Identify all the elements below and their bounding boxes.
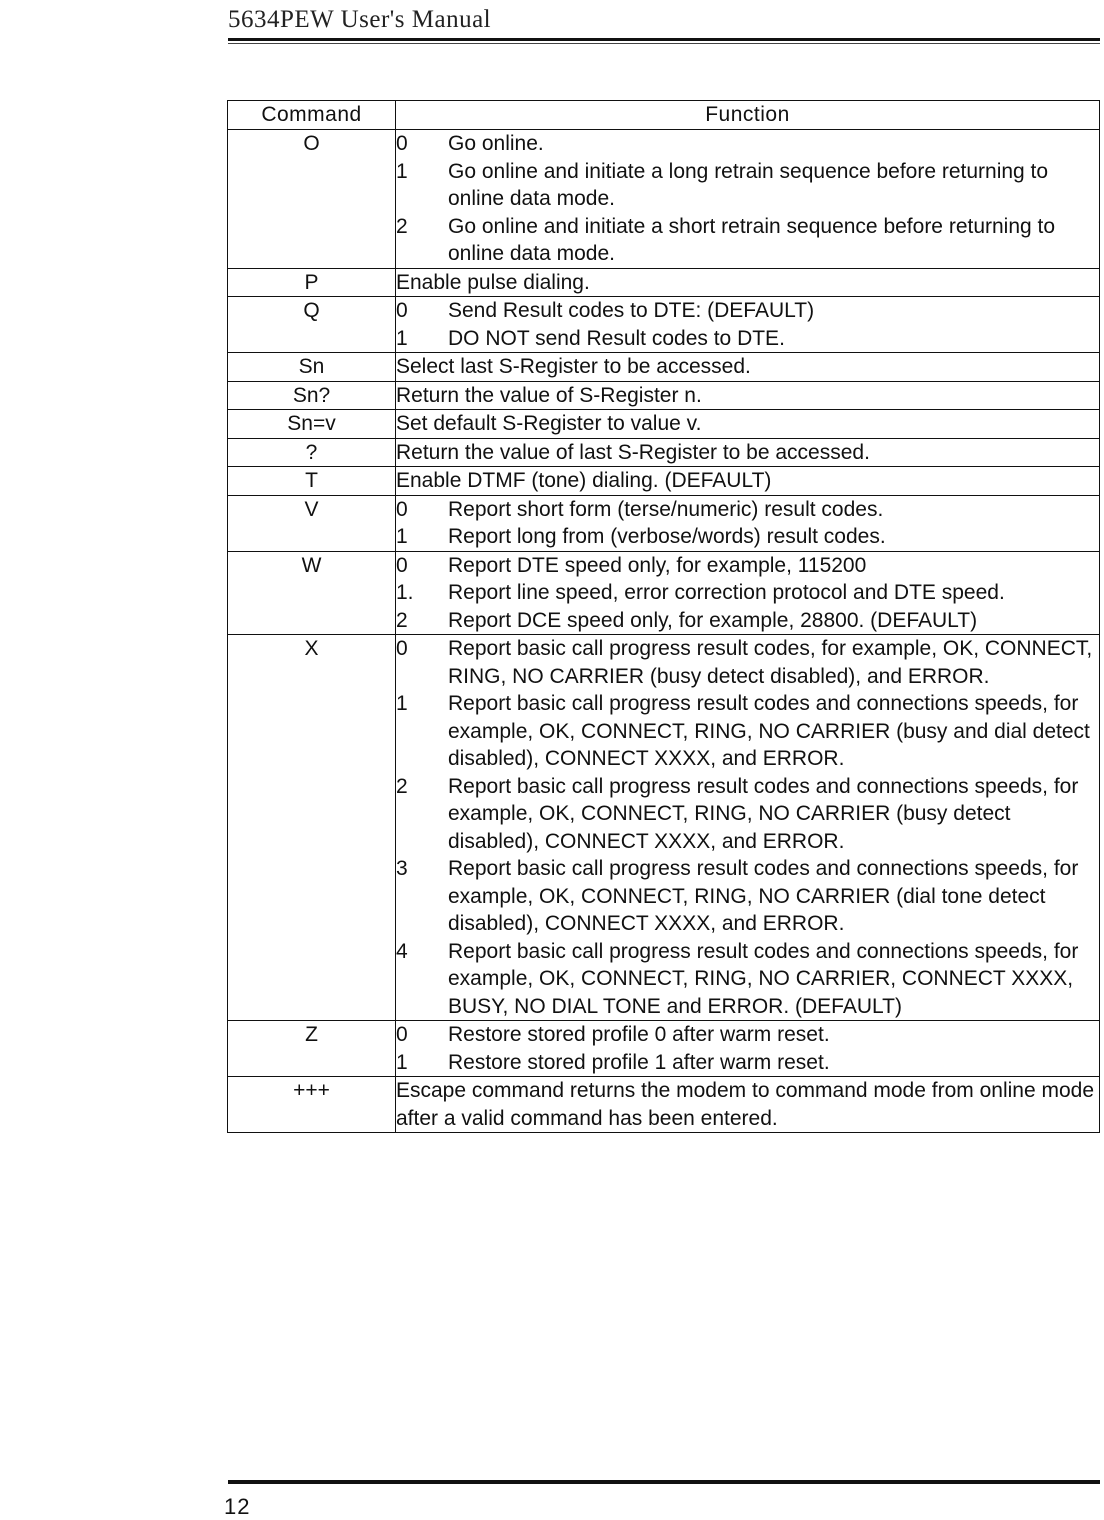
function-cell: [396, 410, 1100, 439]
option-text: Report long from (verbose/words) result codes.: [448, 525, 886, 548]
function-text: Select last S-Register to be accessed.: [396, 355, 751, 378]
function-text: Return the value of S-Register n.: [396, 383, 702, 407]
page-header-title: 5634PEW User's Manual: [228, 6, 492, 33]
command-cell: T: [228, 467, 396, 496]
function-text: Escape command returns the modem to command mode from online mode after a valid command has been entered.: [396, 1079, 1094, 1130]
option-number: 0: [396, 637, 408, 660]
command-cell: Sn: [228, 353, 396, 382]
table-row: [228, 495, 1100, 551]
function-cell: [396, 268, 1100, 297]
table-row: [228, 467, 1100, 496]
function-cell: [396, 353, 1100, 382]
column-header-command: Command: [228, 101, 396, 130]
function-cell: [396, 1021, 1100, 1077]
command-cell: Z: [228, 1021, 396, 1077]
function-cell: [396, 130, 1100, 269]
option-item: [396, 325, 1099, 353]
option-number: 1.: [396, 581, 414, 604]
table-row: [228, 551, 1100, 635]
option-number: 2: [396, 608, 408, 632]
function-cell: [396, 1077, 1100, 1133]
option-number: 0: [396, 132, 408, 155]
option-text: Report short form (terse/numeric) result codes.: [448, 497, 884, 521]
option-text: Report basic call progress result codes, for example, OK, CONNECT, RING, NO CARRIER (busy detect disabled), and ERROR.: [448, 637, 1093, 688]
option-number: 0: [396, 1023, 408, 1046]
table-row: [228, 635, 1100, 1021]
option-text: Report line speed, error correction protocol and DTE speed.: [448, 581, 1005, 604]
option-item: [396, 213, 1099, 268]
option-text: Report DCE speed only, for example, 28800. (DEFAULT): [448, 608, 978, 632]
option-text: Restore stored profile 1 after warm reset.: [448, 1050, 830, 1074]
option-number: 0: [396, 497, 408, 521]
function-text: Enable DTMF (tone) dialing. (DEFAULT): [396, 469, 772, 492]
column-header-function: Function: [396, 101, 1100, 130]
option-number: 2: [396, 774, 408, 798]
option-item: [396, 523, 1099, 551]
table-row: [228, 130, 1100, 269]
option-text: Go online and initiate a long retrain sequence before returning to online data mode.: [448, 159, 1049, 210]
footer-rule: [228, 1480, 1100, 1484]
table-row: [228, 1077, 1100, 1133]
option-item: [396, 130, 1099, 158]
option-text: Restore stored profile 0 after warm reset.: [448, 1023, 830, 1046]
option-text: Report basic call progress result codes and connections speeds, for example, OK, CONNECT, RING, NO CARRIER (busy and dial detect disabled), CONNECT XXXX, and ERROR.: [448, 692, 1090, 770]
header-rule: [228, 38, 1100, 41]
command-cell: Sn=v: [228, 410, 396, 439]
table-row: [228, 381, 1100, 410]
option-item: [396, 1021, 1099, 1049]
command-cell: P: [228, 268, 396, 297]
option-item: [396, 552, 1099, 580]
command-cell: Q: [228, 297, 396, 353]
function-cell: [396, 297, 1100, 353]
table-row: [228, 1021, 1100, 1077]
table-row: [228, 268, 1100, 297]
command-table: [227, 100, 1100, 1133]
table-row: [228, 353, 1100, 382]
header-rule-thin: [228, 43, 1100, 44]
option-text: Go online and initiate a short retrain sequence before returning to online data mode.: [448, 214, 1056, 265]
option-number: 1: [396, 1050, 408, 1074]
function-cell: [396, 467, 1100, 496]
function-text: Return the value of last S-Register to be accessed.: [396, 440, 870, 464]
table-row: [228, 410, 1100, 439]
function-text: Enable pulse dialing.: [396, 270, 590, 294]
option-number: 2: [396, 214, 408, 238]
option-text: DO NOT send Result codes to DTE.: [448, 326, 785, 350]
option-item: [396, 635, 1099, 690]
function-cell: [396, 438, 1100, 467]
option-item: [396, 496, 1099, 524]
option-item: [396, 297, 1099, 325]
option-number: 3: [396, 857, 408, 880]
option-number: 1: [396, 326, 408, 350]
option-number: 1: [396, 692, 408, 715]
option-item: [396, 1049, 1099, 1077]
function-cell: [396, 635, 1100, 1021]
table-row: [228, 297, 1100, 353]
option-number: 1: [396, 159, 408, 183]
option-text: Report DTE speed only, for example, 115200: [448, 553, 867, 577]
option-item: [396, 938, 1099, 1021]
option-item: [396, 158, 1099, 213]
option-item: [396, 690, 1099, 773]
option-number: 0: [396, 299, 408, 322]
function-text: Set default S-Register to value v.: [396, 412, 702, 435]
option-text: Send Result codes to DTE: (DEFAULT): [448, 299, 815, 322]
function-cell: [396, 381, 1100, 410]
command-cell: X: [228, 635, 396, 1021]
function-cell: [396, 551, 1100, 635]
option-item: [396, 607, 1099, 635]
option-text: Go online.: [448, 132, 544, 155]
command-cell: +++: [228, 1077, 396, 1133]
option-text: Report basic call progress result codes and connections speeds, for example, OK, CONNECT, RING, NO CARRIER (busy detect disabled), CONNECT XXXX, and ERROR.: [448, 774, 1079, 853]
option-number: 1: [396, 525, 408, 548]
command-cell: O: [228, 130, 396, 269]
option-number: 0: [396, 553, 408, 577]
option-item: [396, 773, 1099, 856]
option-text: Report basic call progress result codes and connections speeds, for example, OK, CONNECT, RING, NO CARRIER (dial tone detect disabled), CONNECT XXXX, and ERROR.: [448, 857, 1079, 935]
command-cell: ?: [228, 438, 396, 467]
table-row: [228, 438, 1100, 467]
command-cell: W: [228, 551, 396, 635]
option-text: Report basic call progress result codes and connections speeds, for example, OK, CONNECT, RING, NO CARRIER, CONNECT XXXX, BUSY, NO DIAL TONE and ERROR. (DEFAULT): [448, 939, 1079, 1018]
table-header-row: [228, 101, 1100, 130]
function-cell: [396, 495, 1100, 551]
option-item: [396, 855, 1099, 938]
option-item: [396, 579, 1099, 607]
page-number: 12: [224, 1494, 251, 1519]
option-number: 4: [396, 939, 408, 963]
command-cell: Sn?: [228, 381, 396, 410]
command-cell: V: [228, 495, 396, 551]
